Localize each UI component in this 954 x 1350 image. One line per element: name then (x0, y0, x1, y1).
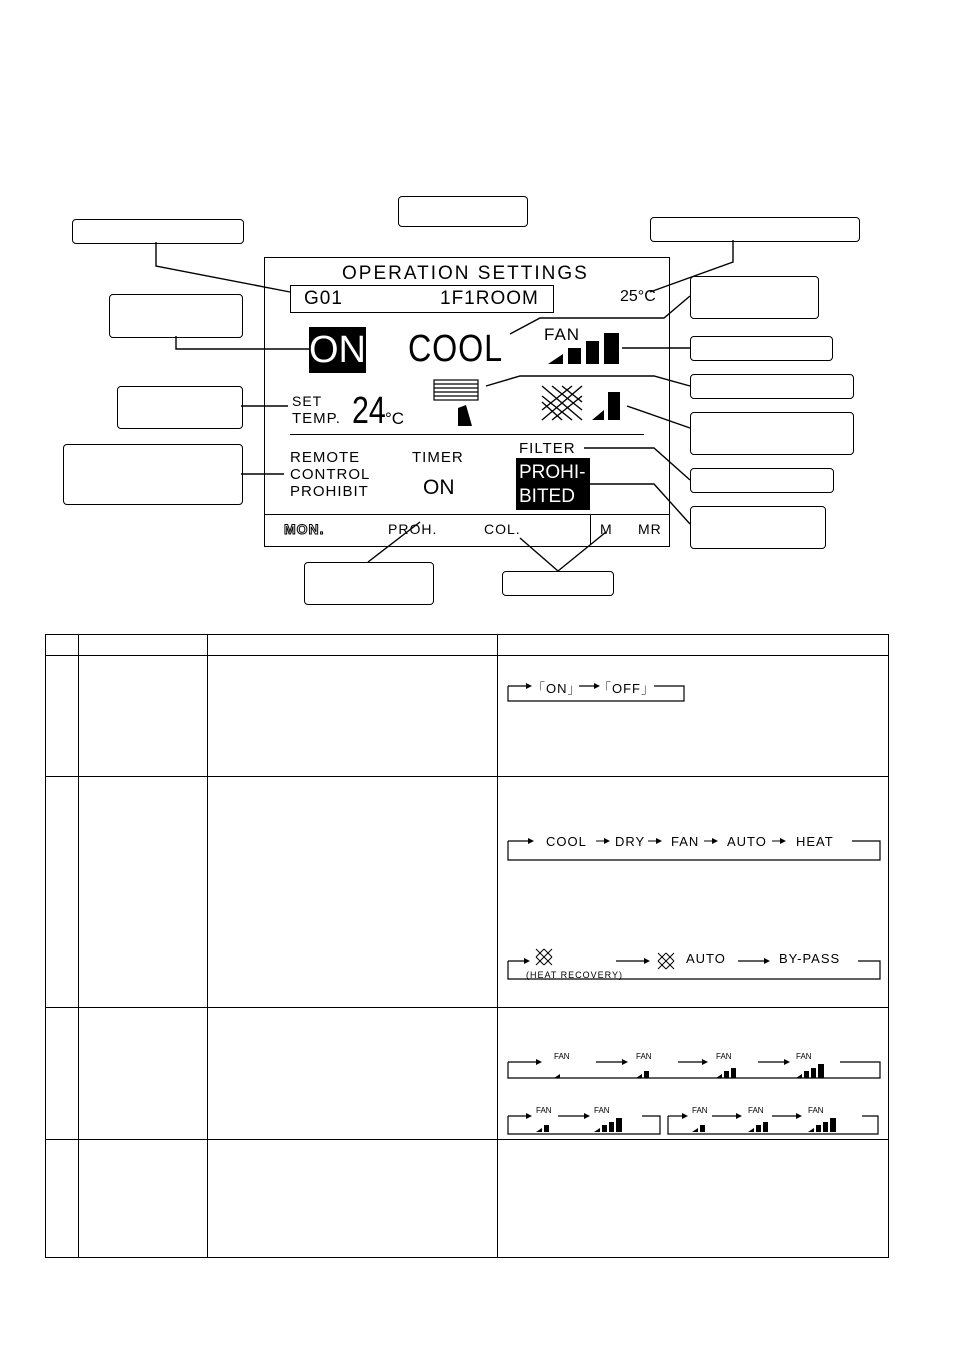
room-name: 1F1ROOM (440, 288, 539, 309)
fan-bar-4 (604, 333, 619, 364)
remote-line-1: REMOTE (290, 449, 361, 466)
temp-label: TEMP. (292, 410, 341, 427)
remote-line-2: CONTROL (290, 466, 371, 483)
indicator-col: COL. (484, 521, 521, 537)
table-row-mode (46, 777, 889, 1008)
mode-fan-seq: FAN (671, 834, 700, 849)
set-temp-unit: °C (385, 409, 405, 428)
fan-cycle-2-line (506, 1104, 662, 1138)
fan-bar-1 (548, 354, 563, 364)
indicator-mon: MON. (284, 521, 325, 537)
indicator-mr: MR (638, 521, 662, 537)
table-row-last (46, 1140, 889, 1258)
ventilation-icon (538, 382, 628, 422)
lcd-divider (290, 434, 644, 435)
mode-cool: COOL (408, 328, 503, 370)
timer-value: ON (423, 476, 455, 499)
mode-heat-seq: HEAT (796, 834, 834, 849)
seq-off: 「OFF」 (598, 681, 655, 696)
room-temperature: 25°C (620, 288, 656, 305)
mode-dry-seq: DRY (615, 834, 646, 849)
timer-label: TIMER (412, 449, 464, 466)
louver-icon (432, 378, 484, 428)
vent-bypass: BY-PASS (779, 951, 841, 966)
indicator-m: M (600, 521, 613, 537)
lcd-title: OPERATION SETTINGS (342, 263, 589, 284)
header-cell-description (208, 635, 498, 656)
vent-bar-2 (608, 392, 620, 420)
header-cell-no (46, 635, 79, 656)
mode-auto-seq: AUTO (727, 834, 767, 849)
group-code: G01 (304, 288, 343, 309)
table-header-row (46, 635, 889, 656)
vent-heat-recovery: (HEAT RECOVERY) (526, 970, 624, 980)
mode-sequence-cell (498, 777, 889, 1008)
fan-sequence-cell: FAN FAN FAN FAN FAN FAN FAN FAN FAN (498, 1008, 889, 1140)
on-off-sequence-cell (498, 656, 889, 777)
settings-table (45, 634, 889, 1258)
table-row-fan (46, 1008, 889, 1140)
fan-label: FAN (544, 325, 581, 344)
filter-label: FILTER (519, 440, 576, 457)
fan-bar-3 (586, 341, 599, 364)
set-temperature: 24 (352, 390, 386, 432)
filter-line-1: PROHI- (519, 462, 586, 483)
remote-line-3: PROHIBIT (290, 483, 369, 500)
filter-line-2: BITED (519, 486, 575, 507)
fan-bar-2 (568, 348, 581, 364)
header-cell-sequence (498, 635, 889, 656)
fan-level-indicator (546, 330, 626, 366)
lcd-bottom-divider (264, 514, 670, 515)
table-row-on-off (46, 656, 889, 777)
status-on: ON (309, 329, 366, 371)
vent-auto: AUTO (686, 951, 726, 966)
vent-bar-1 (592, 410, 604, 420)
lcd-bottom-separator (590, 514, 591, 545)
set-label: SET (292, 393, 323, 409)
header-cell-item (79, 635, 208, 656)
indicator-proh: PROH. (388, 521, 438, 537)
mode-cool-seq: COOL (546, 834, 587, 849)
seq-on: 「ON」 (532, 681, 582, 696)
